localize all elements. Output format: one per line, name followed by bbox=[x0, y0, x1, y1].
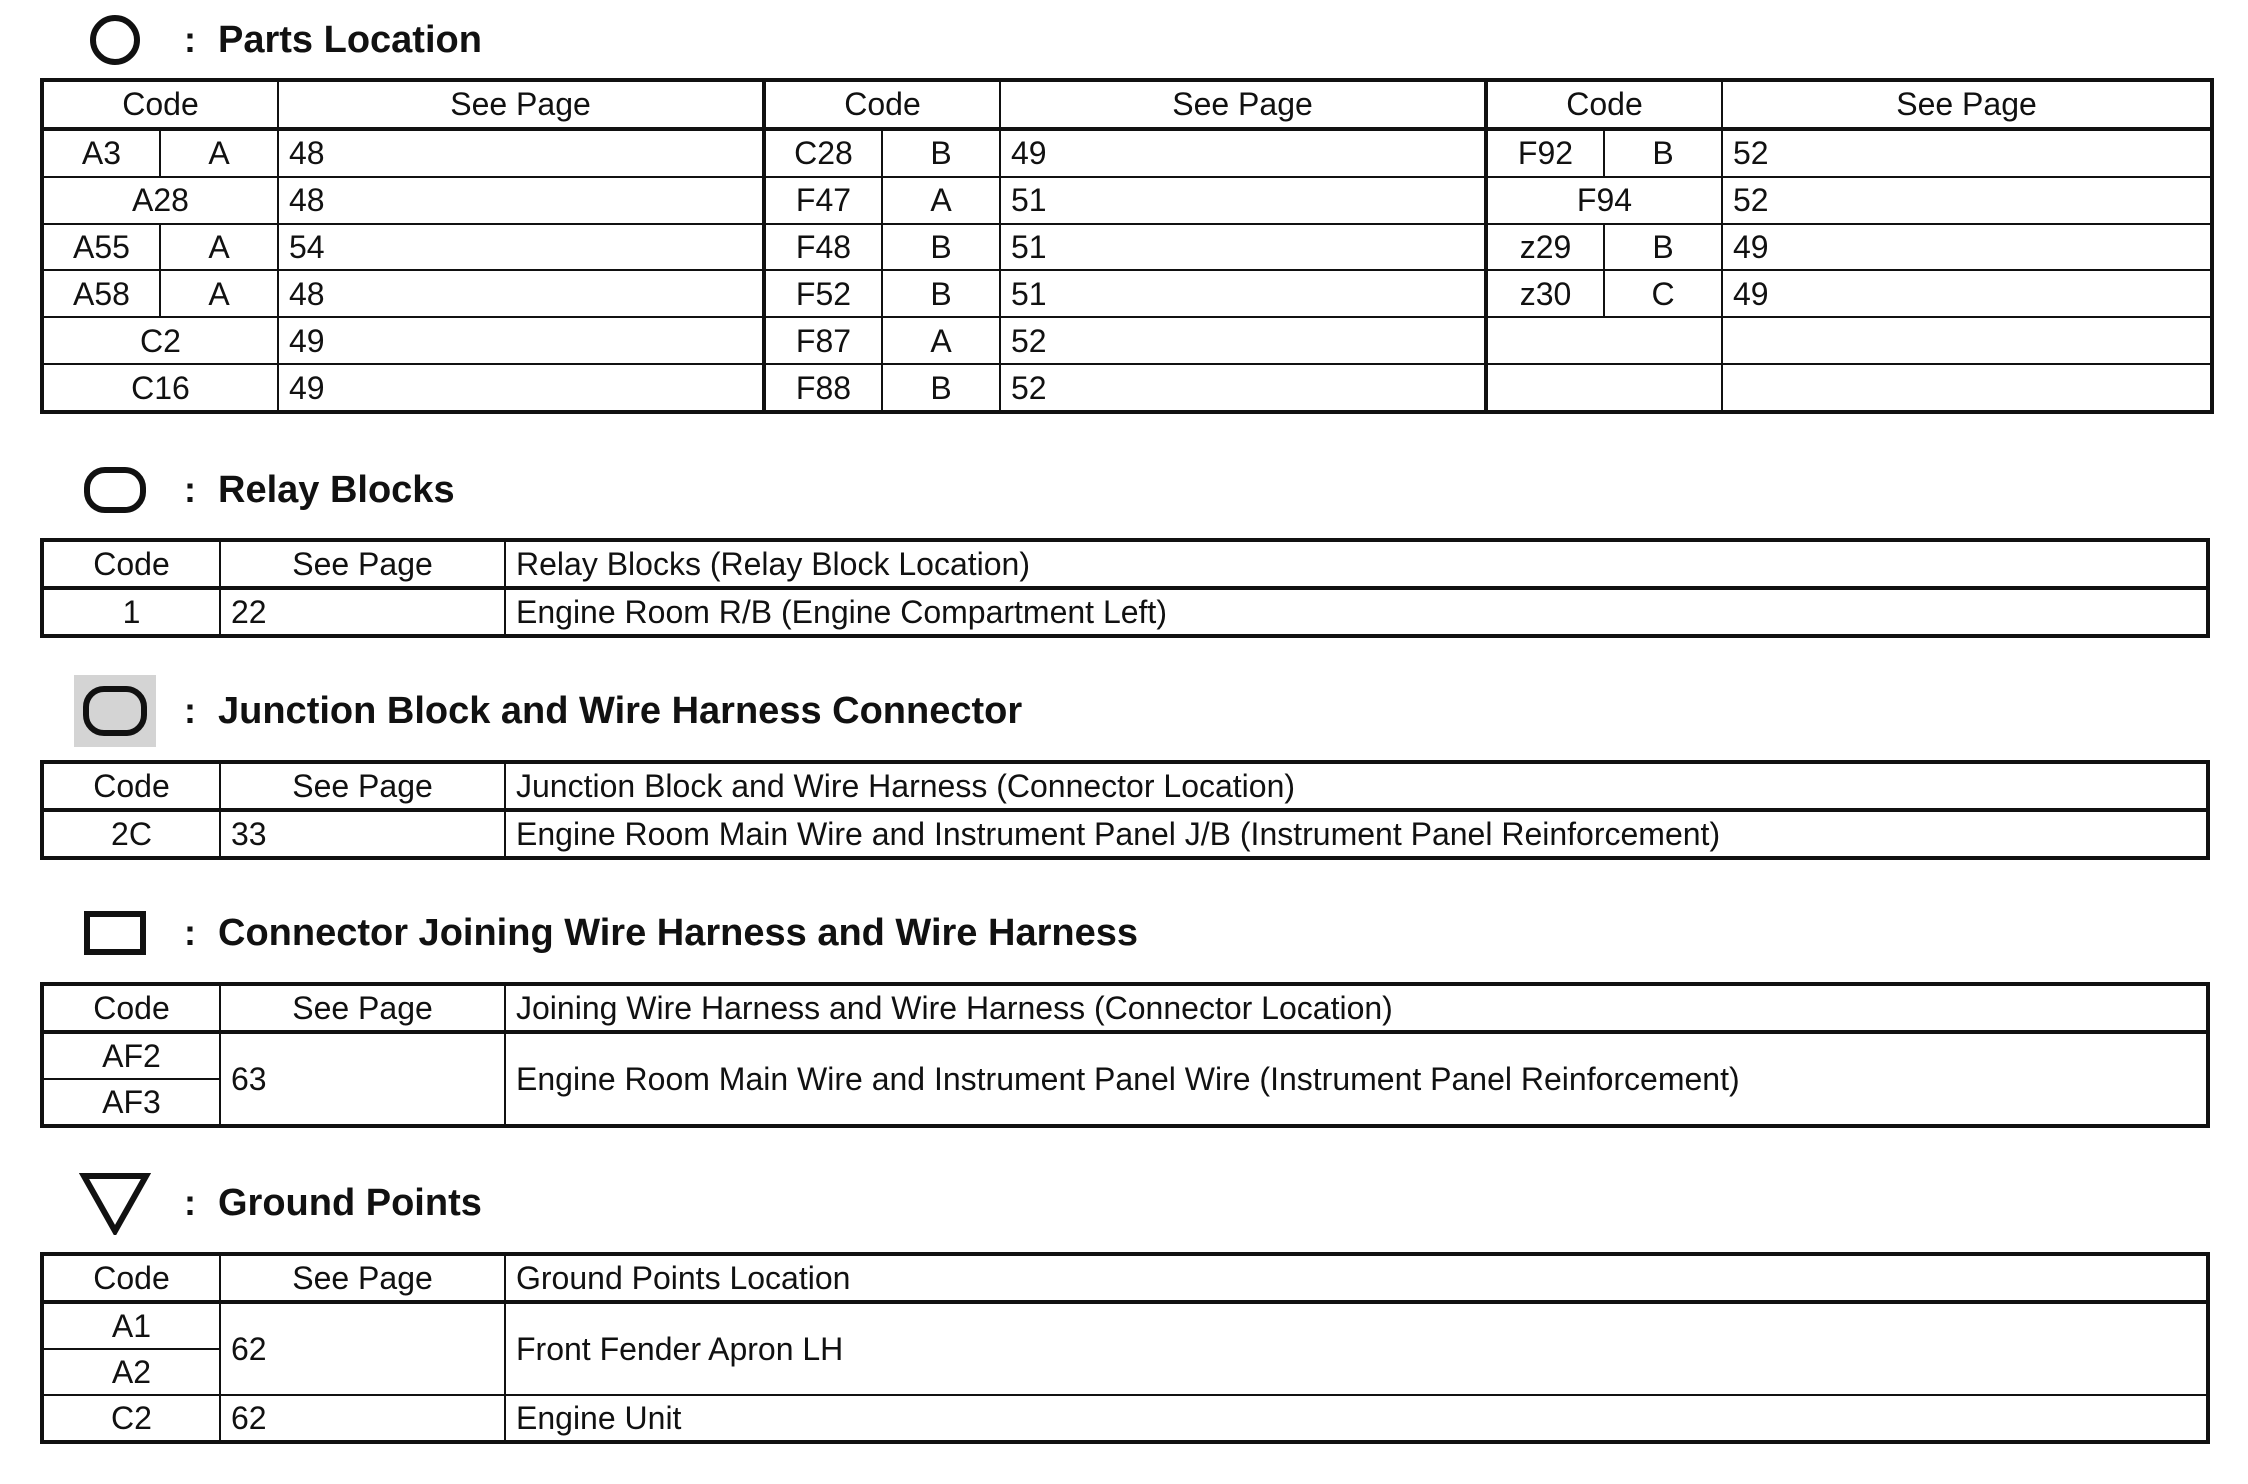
code-cell: C2 bbox=[42, 1395, 220, 1442]
sub-code-cell: A bbox=[160, 270, 278, 317]
col-header-see-page: See Page bbox=[220, 1254, 505, 1302]
page-cell: 22 bbox=[220, 588, 505, 636]
code-cell: z30 bbox=[1486, 270, 1604, 317]
sub-code-cell: A bbox=[882, 177, 1000, 224]
table-row bbox=[42, 810, 2208, 858]
page-cell: 63 bbox=[220, 1032, 505, 1126]
page-cell: 52 bbox=[1000, 317, 1486, 364]
col-header-code: Code bbox=[42, 1254, 220, 1302]
col-header-see-page: See Page bbox=[220, 762, 505, 810]
description-cell: Engine Room Main Wire and Instrument Panel Wire (Instrument Panel Reinforcement) bbox=[505, 1032, 2208, 1126]
page-cell: 49 bbox=[278, 364, 764, 412]
page-cell: 54 bbox=[278, 224, 764, 271]
code-cell: C28 bbox=[764, 129, 882, 177]
heading-colon: : bbox=[184, 19, 196, 60]
relay-blocks-table bbox=[40, 538, 2210, 638]
page-cell bbox=[1722, 364, 2212, 412]
code-cell: F48 bbox=[764, 224, 882, 271]
code-cell: A2 bbox=[42, 1349, 220, 1395]
code-cell bbox=[1486, 317, 1722, 364]
sub-code-cell: B bbox=[1604, 224, 1722, 271]
code-cell: AF2 bbox=[42, 1032, 220, 1079]
code-cell: C16 bbox=[42, 364, 278, 412]
col-header-code: Code bbox=[1486, 80, 1722, 129]
sub-code-cell: B bbox=[882, 270, 1000, 317]
code-cell: 2C bbox=[42, 810, 220, 858]
table-row bbox=[42, 588, 2208, 636]
page-cell: 52 bbox=[1000, 364, 1486, 412]
junction-block-heading bbox=[70, 676, 1022, 746]
col-header-code: Code bbox=[42, 80, 278, 129]
description-cell: Engine Room R/B (Engine Compartment Left) bbox=[505, 588, 2208, 636]
sub-code-cell: B bbox=[882, 129, 1000, 177]
heading-colon: : bbox=[184, 690, 196, 731]
col-header-description: Joining Wire Harness and Wire Harness (Connector Location) bbox=[505, 984, 2208, 1032]
circle-icon bbox=[70, 5, 160, 75]
page-cell: 49 bbox=[1722, 270, 2212, 317]
junction-block-table bbox=[40, 760, 2210, 860]
page-cell: 33 bbox=[220, 810, 505, 858]
code-cell: A28 bbox=[42, 177, 278, 224]
section-title: Ground Points bbox=[218, 1181, 482, 1224]
page-cell: 51 bbox=[1000, 177, 1486, 224]
page-cell: 52 bbox=[1722, 177, 2212, 224]
code-cell: AF3 bbox=[42, 1079, 220, 1126]
code-cell bbox=[1486, 364, 1722, 412]
col-header-see-page: See Page bbox=[278, 80, 764, 129]
col-header-see-page: See Page bbox=[220, 540, 505, 588]
code-cell: F94 bbox=[1486, 177, 1722, 224]
table-row bbox=[42, 1032, 2208, 1079]
connector-joining-table bbox=[40, 982, 2210, 1128]
table-row bbox=[42, 177, 2212, 224]
table-row bbox=[42, 1395, 2208, 1442]
col-header-code: Code bbox=[42, 762, 220, 810]
table-row bbox=[42, 364, 2212, 412]
page-cell: 49 bbox=[1000, 129, 1486, 177]
page-cell: 51 bbox=[1000, 270, 1486, 317]
col-header-description: Ground Points Location bbox=[505, 1254, 2208, 1302]
table-row bbox=[42, 317, 2212, 364]
sub-code-cell: B bbox=[1604, 129, 1722, 177]
table-row bbox=[42, 1302, 2208, 1349]
shaded-rounded-rect-icon bbox=[70, 676, 160, 746]
col-header-code: Code bbox=[42, 984, 220, 1032]
triangle-down-icon bbox=[70, 1168, 160, 1238]
page-cell: 49 bbox=[1722, 224, 2212, 271]
col-header-see-page: See Page bbox=[1722, 80, 2212, 129]
col-header-code: Code bbox=[764, 80, 1000, 129]
heading-colon: : bbox=[184, 912, 196, 953]
page-cell: 62 bbox=[220, 1395, 505, 1442]
rectangle-icon bbox=[70, 898, 160, 968]
col-header-description: Junction Block and Wire Harness (Connector Location) bbox=[505, 762, 2208, 810]
heading-colon: : bbox=[184, 469, 196, 510]
col-header-see-page: See Page bbox=[220, 984, 505, 1032]
code-cell: A1 bbox=[42, 1302, 220, 1349]
sub-code-cell: A bbox=[160, 224, 278, 271]
col-header-description: Relay Blocks (Relay Block Location) bbox=[505, 540, 2208, 588]
table-row bbox=[42, 270, 2212, 317]
sub-code-cell: C bbox=[1604, 270, 1722, 317]
ground-points-table bbox=[40, 1252, 2210, 1444]
description-cell: Engine Unit bbox=[505, 1395, 2208, 1442]
section-title: Parts Location bbox=[218, 18, 482, 61]
code-cell: F47 bbox=[764, 177, 882, 224]
page-cell: 48 bbox=[278, 177, 764, 224]
table-row bbox=[42, 129, 2212, 177]
code-cell: A55 bbox=[42, 224, 160, 271]
heading-colon: : bbox=[184, 1182, 196, 1223]
code-cell: F88 bbox=[764, 364, 882, 412]
page-cell: 62 bbox=[220, 1302, 505, 1395]
relay-blocks-heading bbox=[70, 455, 455, 525]
page-cell: 49 bbox=[278, 317, 764, 364]
page-cell: 48 bbox=[278, 129, 764, 177]
code-cell: F52 bbox=[764, 270, 882, 317]
description-cell: Front Fender Apron LH bbox=[505, 1302, 2208, 1395]
section-title: Junction Block and Wire Harness Connector bbox=[218, 689, 1023, 732]
code-cell: z29 bbox=[1486, 224, 1604, 271]
sub-code-cell: B bbox=[882, 364, 1000, 412]
rounded-rect-icon bbox=[70, 455, 160, 525]
section-title: Relay Blocks bbox=[218, 468, 455, 511]
page-cell: 51 bbox=[1000, 224, 1486, 271]
sub-code-cell: A bbox=[160, 129, 278, 177]
section-title: Connector Joining Wire Harness and Wire Harness bbox=[218, 911, 1138, 954]
col-header-see-page: See Page bbox=[1000, 80, 1486, 129]
ground-points-heading bbox=[70, 1168, 482, 1238]
table-row bbox=[42, 224, 2212, 271]
code-cell: A3 bbox=[42, 129, 160, 177]
connector-joining-heading bbox=[70, 898, 1138, 968]
sub-code-cell: B bbox=[882, 224, 1000, 271]
sub-code-cell: A bbox=[882, 317, 1000, 364]
col-header-code: Code bbox=[42, 540, 220, 588]
page-cell bbox=[1722, 317, 2212, 364]
code-cell: 1 bbox=[42, 588, 220, 636]
code-cell: F92 bbox=[1486, 129, 1604, 177]
parts-location-heading bbox=[70, 5, 482, 75]
description-cell: Engine Room Main Wire and Instrument Panel J/B (Instrument Panel Reinforcement) bbox=[505, 810, 2208, 858]
code-cell: F87 bbox=[764, 317, 882, 364]
parts-location-table bbox=[40, 78, 2214, 414]
page-cell: 52 bbox=[1722, 129, 2212, 177]
code-cell: C2 bbox=[42, 317, 278, 364]
code-cell: A58 bbox=[42, 270, 160, 317]
page-cell: 48 bbox=[278, 270, 764, 317]
